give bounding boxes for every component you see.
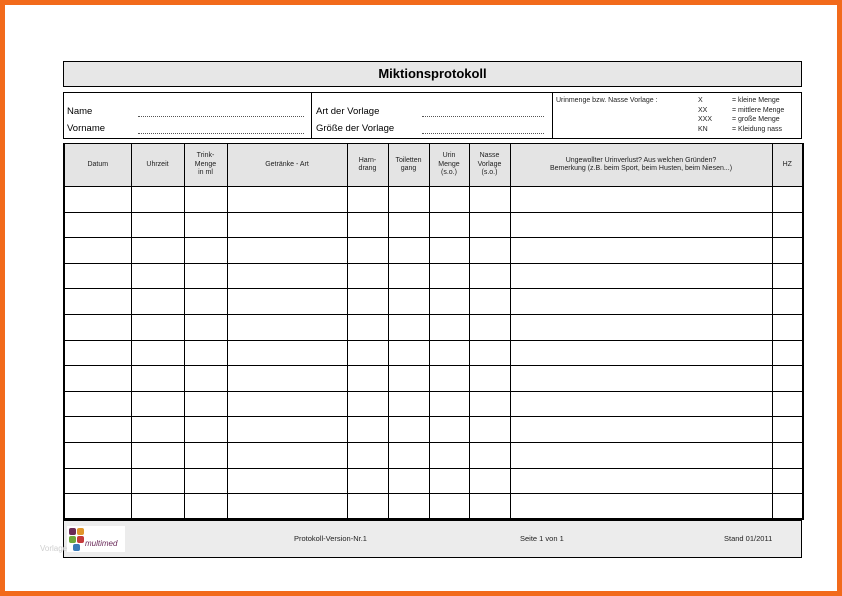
cell-hz[interactable] [772, 366, 803, 392]
cell-trinkmenge[interactable] [184, 391, 227, 417]
cell-urinmenge[interactable] [429, 187, 469, 213]
cell-datum[interactable] [64, 366, 131, 392]
cell-trinkmenge[interactable] [184, 187, 227, 213]
version-text: Protokoll-Version-Nr.1 [294, 534, 367, 543]
name-label: Name [67, 106, 93, 117]
legend-meaning: = große Menge [732, 116, 780, 124]
cell-toilettengang[interactable] [388, 442, 429, 468]
art-field[interactable] [422, 116, 544, 117]
col-header-bemerkung: Ungewollter Urinverlust? Aus welchen Gründen? Bemerkung (z.B. beim Sport, beim Husten, beim Niesen...) [510, 144, 772, 187]
cell-hz[interactable] [772, 417, 803, 443]
cell-nasse-vorlage[interactable] [469, 391, 510, 417]
cell-urinmenge[interactable] [429, 494, 469, 520]
cell-datum[interactable] [64, 263, 131, 289]
divider [311, 93, 312, 138]
cell-bemerkung[interactable] [510, 212, 772, 238]
cell-hz[interactable] [772, 391, 803, 417]
logo-text: multimed [85, 539, 118, 548]
cell-trinkmenge[interactable] [184, 212, 227, 238]
cell-urinmenge[interactable] [429, 340, 469, 366]
col-header-toilettengang: Toiletten gang [388, 144, 429, 187]
table-row [64, 391, 803, 417]
cell-nasse-vorlage[interactable] [469, 366, 510, 392]
cell-bemerkung[interactable] [510, 468, 772, 494]
cell-uhrzeit[interactable] [131, 314, 184, 340]
table-row [64, 340, 803, 366]
legend-code: XX [698, 106, 708, 114]
cell-toilettengang[interactable] [388, 238, 429, 264]
divider [552, 93, 553, 138]
cell-toilettengang[interactable] [388, 468, 429, 494]
cell-urinmenge[interactable] [429, 442, 469, 468]
cell-uhrzeit[interactable] [131, 366, 184, 392]
cell-hz[interactable] [772, 442, 803, 468]
cell-harndrang[interactable] [347, 263, 388, 289]
cell-datum[interactable] [64, 468, 131, 494]
cell-getraenke[interactable] [227, 494, 347, 520]
cell-datum[interactable] [64, 442, 131, 468]
cell-bemerkung[interactable] [510, 366, 772, 392]
cell-hz[interactable] [772, 238, 803, 264]
cell-nasse-vorlage[interactable] [469, 417, 510, 443]
cell-bemerkung[interactable] [510, 494, 772, 520]
cell-uhrzeit[interactable] [131, 417, 184, 443]
cell-hz[interactable] [772, 468, 803, 494]
cell-bemerkung[interactable] [510, 289, 772, 315]
cell-hz[interactable] [772, 263, 803, 289]
legend-code: XXX [698, 116, 713, 124]
legend-meanings [732, 96, 784, 134]
cell-getraenke[interactable] [227, 442, 347, 468]
cell-toilettengang[interactable] [388, 314, 429, 340]
multimed-logo [67, 526, 125, 552]
cell-getraenke[interactable] [227, 417, 347, 443]
art-label: Art der Vorlage [316, 106, 380, 117]
cell-urinmenge[interactable] [429, 238, 469, 264]
cell-bemerkung[interactable] [510, 263, 772, 289]
cell-hz[interactable] [772, 212, 803, 238]
footer [63, 518, 802, 558]
cell-uhrzeit[interactable] [131, 263, 184, 289]
cell-urinmenge[interactable] [429, 417, 469, 443]
cell-urinmenge[interactable] [429, 468, 469, 494]
watermark-text: Vorlage [40, 544, 68, 553]
cell-harndrang[interactable] [347, 289, 388, 315]
cell-harndrang[interactable] [347, 212, 388, 238]
cell-toilettengang[interactable] [388, 366, 429, 392]
cell-urinmenge[interactable] [429, 212, 469, 238]
cell-urinmenge[interactable] [429, 366, 469, 392]
cell-nasse-vorlage[interactable] [469, 314, 510, 340]
table-row [64, 314, 803, 340]
cell-datum[interactable] [64, 238, 131, 264]
legend-codes [698, 96, 712, 134]
cell-getraenke[interactable] [227, 212, 347, 238]
cell-harndrang[interactable] [347, 442, 388, 468]
cell-getraenke[interactable] [227, 391, 347, 417]
cell-trinkmenge[interactable] [184, 494, 227, 520]
cell-getraenke[interactable] [227, 340, 347, 366]
cell-urinmenge[interactable] [429, 289, 469, 315]
cell-trinkmenge[interactable] [184, 238, 227, 264]
cell-trinkmenge[interactable] [184, 314, 227, 340]
table-row [64, 366, 803, 392]
col-header-datum: Datum [64, 144, 131, 187]
table-row [64, 263, 803, 289]
stand-date: Stand 01/2011 [724, 534, 773, 543]
cell-uhrzeit[interactable] [131, 494, 184, 520]
cell-datum[interactable] [64, 417, 131, 443]
cell-harndrang[interactable] [347, 391, 388, 417]
table-row [64, 494, 803, 520]
cell-datum[interactable] [64, 314, 131, 340]
cell-getraenke[interactable] [227, 366, 347, 392]
col-header-hz: HZ [772, 144, 803, 187]
cell-toilettengang[interactable] [388, 494, 429, 520]
cell-harndrang[interactable] [347, 314, 388, 340]
legend-meaning: = mittlere Menge [732, 106, 785, 114]
cell-harndrang[interactable] [347, 340, 388, 366]
cell-datum[interactable] [64, 391, 131, 417]
cell-getraenke[interactable] [227, 263, 347, 289]
cell-uhrzeit[interactable] [131, 238, 184, 264]
cell-hz[interactable] [772, 494, 803, 520]
col-header-nasse-vorlage: Nasse Vorlage (s.o.) [469, 144, 510, 187]
cell-getraenke[interactable] [227, 238, 347, 264]
cell-urinmenge[interactable] [429, 263, 469, 289]
cell-uhrzeit[interactable] [131, 391, 184, 417]
cell-harndrang[interactable] [347, 468, 388, 494]
cell-hz[interactable] [772, 314, 803, 340]
cell-bemerkung[interactable] [510, 238, 772, 264]
cell-uhrzeit[interactable] [131, 187, 184, 213]
cell-trinkmenge[interactable] [184, 263, 227, 289]
col-header-urinmenge: Urin Menge (s.o.) [429, 144, 469, 187]
cell-toilettengang[interactable] [388, 263, 429, 289]
cell-toilettengang[interactable] [388, 212, 429, 238]
legend-meaning: = kleine Menge [732, 97, 780, 104]
col-header-trinkmenge: Trink- Menge in ml [184, 144, 227, 187]
cell-uhrzeit[interactable] [131, 340, 184, 366]
groesse-field[interactable] [422, 133, 544, 134]
cell-nasse-vorlage[interactable] [469, 494, 510, 520]
table-row [64, 238, 803, 264]
cell-nasse-vorlage[interactable] [469, 289, 510, 315]
cell-bemerkung[interactable] [510, 417, 772, 443]
cell-bemerkung[interactable] [510, 187, 772, 213]
cell-nasse-vorlage[interactable] [469, 212, 510, 238]
col-header-getraenke: Getränke - Art [227, 144, 347, 187]
cell-toilettengang[interactable] [388, 417, 429, 443]
legend-code: X [698, 97, 703, 104]
cell-datum[interactable] [64, 187, 131, 213]
cell-uhrzeit[interactable] [131, 212, 184, 238]
cell-trinkmenge[interactable] [184, 442, 227, 468]
legend-code: KN [698, 125, 708, 133]
cell-toilettengang[interactable] [388, 340, 429, 366]
cell-trinkmenge[interactable] [184, 366, 227, 392]
cell-hz[interactable] [772, 289, 803, 315]
cell-trinkmenge[interactable] [184, 340, 227, 366]
col-header-uhrzeit: Uhrzeit [131, 144, 184, 187]
table-row [64, 442, 803, 468]
page-number: Seite 1 von 1 [520, 534, 564, 543]
table-header-row [64, 144, 803, 187]
name-field[interactable] [138, 116, 304, 117]
table-row [64, 417, 803, 443]
cell-nasse-vorlage[interactable] [469, 238, 510, 264]
cell-nasse-vorlage[interactable] [469, 263, 510, 289]
cell-trinkmenge[interactable] [184, 289, 227, 315]
cell-bemerkung[interactable] [510, 340, 772, 366]
cell-harndrang[interactable] [347, 494, 388, 520]
cell-nasse-vorlage[interactable] [469, 187, 510, 213]
cell-trinkmenge[interactable] [184, 417, 227, 443]
cell-urinmenge[interactable] [429, 391, 469, 417]
cell-toilettengang[interactable] [388, 391, 429, 417]
legend-title: Urinmenge bzw. Nasse Vorlage : [556, 97, 658, 104]
cell-datum[interactable] [64, 494, 131, 520]
cell-uhrzeit[interactable] [131, 442, 184, 468]
vorname-label: Vorname [67, 123, 106, 134]
cell-hz[interactable] [772, 340, 803, 366]
table-row [64, 289, 803, 315]
page-title: Miktionsprotokoll [63, 61, 802, 87]
cell-harndrang[interactable] [347, 366, 388, 392]
cell-toilettengang[interactable] [388, 289, 429, 315]
cell-harndrang[interactable] [347, 238, 388, 264]
patient-info-box [63, 92, 802, 139]
cell-uhrzeit[interactable] [131, 468, 184, 494]
log-table-wrap [63, 143, 802, 520]
table-row [64, 187, 803, 213]
cell-urinmenge[interactable] [429, 314, 469, 340]
cell-nasse-vorlage[interactable] [469, 468, 510, 494]
cell-trinkmenge[interactable] [184, 468, 227, 494]
legend-meaning: = Kleidung nass [732, 125, 783, 133]
col-header-harndrang: Harn- drang [347, 144, 388, 187]
cell-hz[interactable] [772, 187, 803, 213]
table-row [64, 468, 803, 494]
cell-harndrang[interactable] [347, 417, 388, 443]
cell-datum[interactable] [64, 289, 131, 315]
cell-getraenke[interactable] [227, 187, 347, 213]
table-row [64, 212, 803, 238]
cell-getraenke[interactable] [227, 468, 347, 494]
cell-bemerkung[interactable] [510, 314, 772, 340]
cell-nasse-vorlage[interactable] [469, 442, 510, 468]
cell-harndrang[interactable] [347, 187, 388, 213]
cell-bemerkung[interactable] [510, 442, 772, 468]
vorname-field[interactable] [138, 133, 304, 134]
cell-uhrzeit[interactable] [131, 289, 184, 315]
cell-toilettengang[interactable] [388, 187, 429, 213]
cell-bemerkung[interactable] [510, 391, 772, 417]
cell-datum[interactable] [64, 340, 131, 366]
cell-datum[interactable] [64, 212, 131, 238]
groesse-label: Größe der Vorlage [316, 123, 395, 134]
cell-getraenke[interactable] [227, 314, 347, 340]
log-table [63, 143, 804, 520]
cell-nasse-vorlage[interactable] [469, 340, 510, 366]
cell-getraenke[interactable] [227, 289, 347, 315]
